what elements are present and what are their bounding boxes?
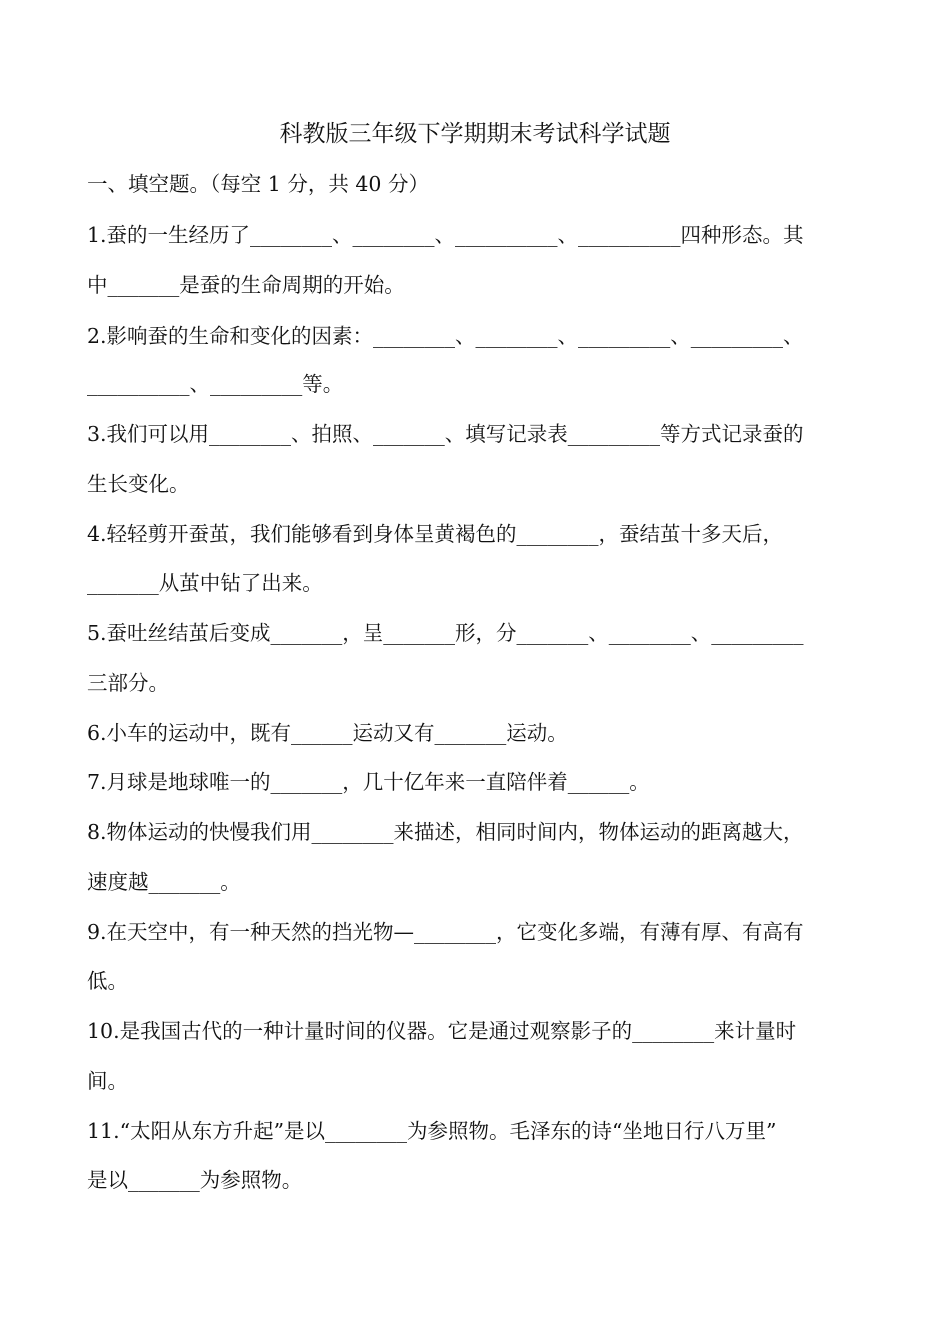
- question-2-line-2: __________、_________等。: [87, 372, 344, 396]
- question-10-line-2: 间。: [87, 1069, 128, 1093]
- question-5-line-1: 5.蚕吐丝结茧后变成_______，呈_______形，分_______、________、_________: [87, 621, 804, 645]
- question-9-line-1: 9.在天空中，有一种天然的挡光物—________，它变化多端，有薄有厚、有高有: [87, 920, 804, 944]
- question-8-line-2: 速度越_______。: [87, 870, 241, 894]
- question-8-line-1: 8.物体运动的快慢我们用________来描述，相同时间内，物体运动的距离越大，: [87, 820, 804, 844]
- question-3-line-2: 生长变化。: [87, 472, 190, 496]
- question-7-line-1: 7.月球是地球唯一的_______，几十亿年来一直陪伴着______。: [87, 770, 650, 794]
- question-4-line-1: 4.轻轻剪开蚕茧，我们能够看到身体呈黄褐色的________，蚕结茧十多天后，: [87, 522, 784, 546]
- question-1-line-1: 1.蚕的一生经历了________、________、__________、__________四种形态。其: [87, 223, 804, 247]
- exam-title: 科教版三年级下学期期末考试科学试题: [279, 121, 671, 147]
- question-3-line-1: 3.我们可以用________、拍照、_______、填写记录表_________等方式记录蚕的: [87, 422, 804, 446]
- question-10-line-1: 10.是我国古代的一种计量时间的仪器。它是通过观察影子的________来计量时: [87, 1019, 797, 1043]
- section-heading: 一、填空题。（每空 1 分，共 40 分）: [87, 172, 429, 196]
- question-2-line-1: 2.影响蚕的生命和变化的因素：________、________、_________、_________、: [87, 324, 804, 348]
- question-11-line-1: 11.“太阳从东方升起”是以________为参照物。毛泽东的诗“坐地日行八万里”: [87, 1119, 777, 1143]
- question-4-line-2: _______从茧中钻了出来。: [87, 571, 323, 595]
- question-1-line-2: 中_______是蚕的生命周期的开始。: [87, 273, 405, 297]
- question-9-line-2: 低。: [87, 969, 128, 993]
- question-11-line-2: 是以_______为参照物。: [87, 1168, 303, 1192]
- question-5-line-2: 三部分。: [87, 671, 169, 695]
- question-6-line-1: 6.小车的运动中，既有______运动又有_______运动。: [87, 721, 568, 745]
